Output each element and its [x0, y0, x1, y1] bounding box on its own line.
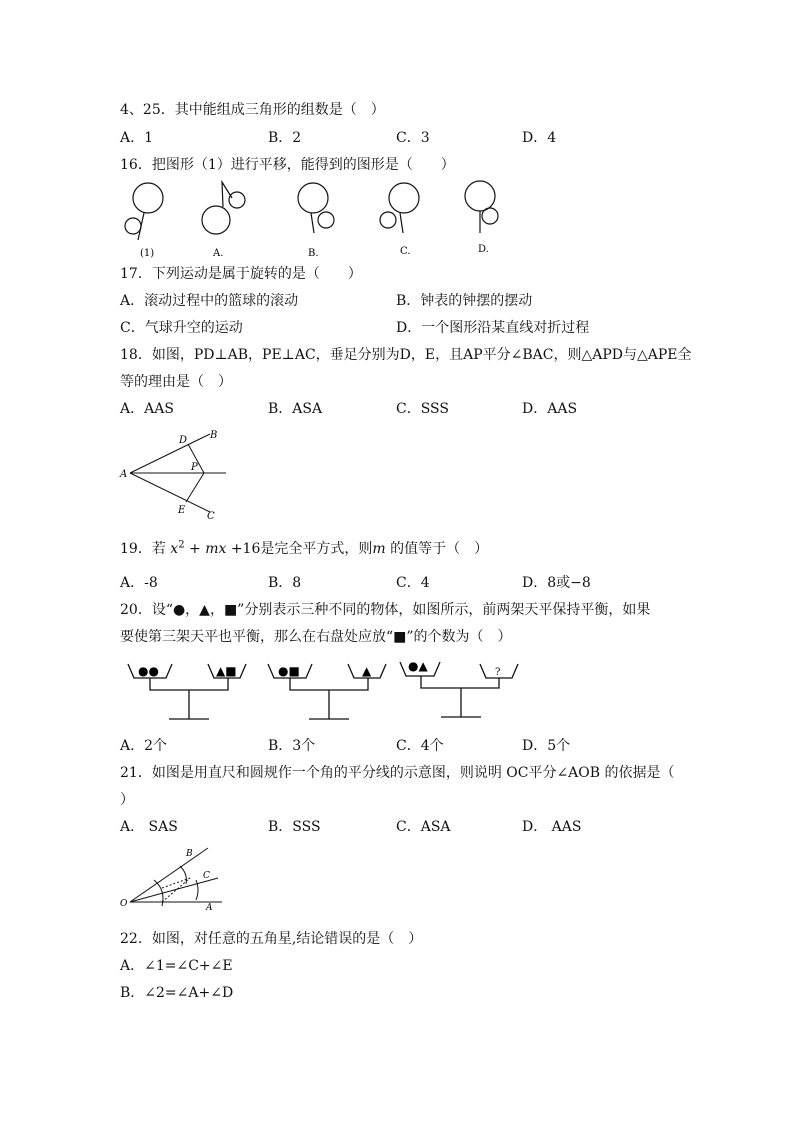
- q22-option-b: B．∠2=∠A+∠D: [120, 985, 234, 1001]
- q18-label-d: D: [179, 435, 188, 446]
- q19-stem: 19．若 $x^2$ + mx +16是完全平方式，则m 的值等于（ ）: [120, 539, 489, 557]
- q18-label-b: B: [210, 430, 218, 441]
- q17-option-d: D．一个图形沿某直线对折过程: [396, 320, 590, 336]
- q16-label-a: A.: [213, 248, 224, 259]
- q20-pan2-left: ●■: [278, 664, 300, 678]
- q20-pan1-right: ▲■: [216, 664, 237, 678]
- q18-label-c: C: [207, 511, 215, 522]
- q20-pan2-right: ▲: [362, 664, 372, 678]
- q21-label-o: O: [120, 899, 128, 909]
- q20-option-d: D．5个: [522, 738, 571, 754]
- q15-option-c: C．3: [396, 130, 430, 146]
- q21-label-c: C: [203, 871, 210, 881]
- q19-option-a: A．-8: [120, 575, 158, 591]
- q22-stem: 22．如图，对任意的五角星,结论错误的是（ ）: [120, 931, 423, 947]
- q20-stem-line1: 20．设“●，▲，■”分别表示三种不同的物体，如图所示，前两架天平保持平衡，如果: [120, 602, 651, 618]
- q20-option-a: A．2个: [120, 738, 168, 754]
- q20-pan3-left: ●▲: [408, 659, 428, 673]
- q19-option-d: D．8或−8: [522, 575, 591, 591]
- q21-figure: [118, 844, 228, 914]
- q20-stem-line2: 要使第三架天平也平衡，那么在右盘处应放“■”的个数为（ ）: [120, 629, 512, 645]
- q17-option-c: C．气球升空的运动: [120, 320, 243, 336]
- q20-pan1-left: ●●: [138, 664, 159, 678]
- q21-label-a: A: [206, 903, 213, 913]
- q16-label-1: (1): [140, 248, 155, 259]
- q15-option-b: B．2: [268, 130, 302, 146]
- q16-stem: 16．把图形（1）进行平移，能得到的图形是（ ）: [120, 157, 455, 173]
- q17-option-a: A．滚动过程中的篮球的滚动: [120, 293, 299, 309]
- q19-option-c: C．4: [396, 575, 430, 591]
- q21-option-a: A． SAS: [120, 819, 178, 835]
- q21-option-d: D． AAS: [522, 819, 582, 835]
- q18-label-p: P: [191, 462, 198, 473]
- q18-option-d: D．AAS: [522, 401, 578, 417]
- q15-option-a: A．1: [120, 130, 154, 146]
- q18-label-e: E: [178, 505, 186, 516]
- q18-option-c: C．SSS: [396, 401, 449, 417]
- q16-label-c: C.: [400, 246, 411, 257]
- q18-option-a: A．AAS: [120, 401, 174, 417]
- q18-option-b: B．ASA: [268, 401, 323, 417]
- q21-option-b: B．SSS: [268, 819, 321, 835]
- q15-stem: 4、25．其中能组成三角形的组数是（ ）: [120, 102, 385, 118]
- q20-option-b: B．3个: [268, 738, 316, 754]
- q21-stem-line1: 21．如图是用直尺和圆规作一个角的平分线的示意图，则说明 OC平分∠AOB 的依据是（: [120, 765, 675, 781]
- q18-figure: [118, 426, 238, 526]
- q20-option-c: C．4个: [396, 738, 444, 754]
- q18-stem-line2: 等的理由是（ ）: [120, 374, 232, 390]
- q18-label-a: A: [120, 469, 128, 480]
- q20-balances: [124, 660, 524, 724]
- q21-label-b: B: [186, 849, 193, 859]
- q16-label-d: D.: [478, 244, 489, 255]
- q15-option-d: D．4: [522, 130, 557, 146]
- q17-option-b: B．钟表的钟摆的摆动: [396, 293, 533, 309]
- q20-pan3-right: ?: [495, 667, 501, 678]
- q21-stem-line2: ）: [120, 792, 134, 808]
- q16-label-b: B.: [308, 248, 319, 259]
- q17-stem: 17．下列运动是属于旋转的是（ ）: [120, 266, 362, 282]
- q19-option-b: B．8: [268, 575, 302, 591]
- q18-stem-line1: 18．如图，PD⊥AB，PE⊥AC，垂足分别为D，E，且AP平分∠BAC，则△APD与△APE全: [120, 347, 692, 363]
- q21-option-c: C．ASA: [396, 819, 451, 835]
- q16-figure: [118, 178, 508, 260]
- q22-option-a: A．∠1=∠C+∠E: [120, 958, 233, 974]
